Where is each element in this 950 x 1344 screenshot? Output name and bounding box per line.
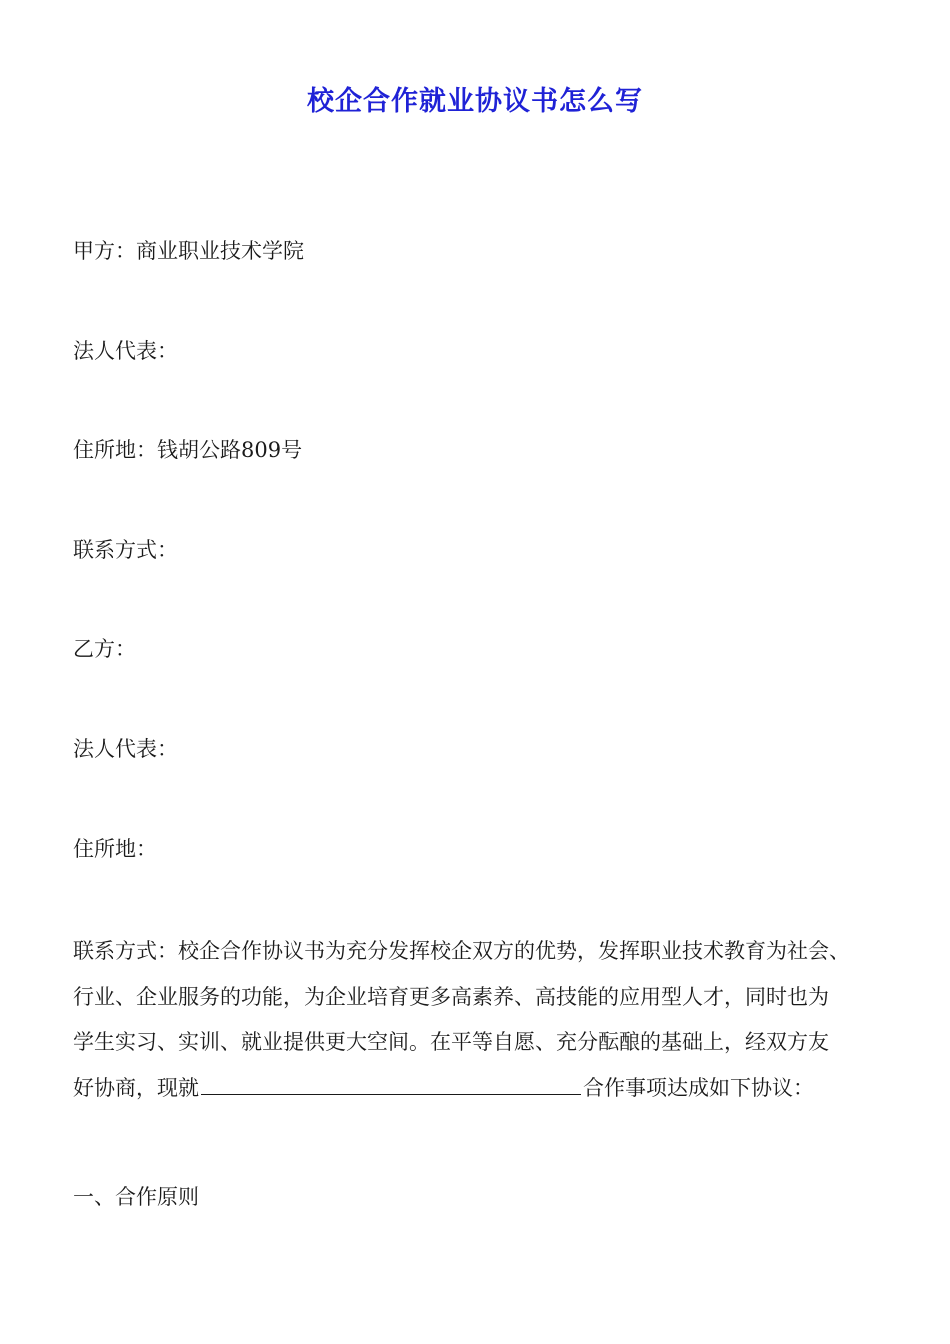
intro-row-4 (73, 1066, 893, 1112)
intro-row-4-before: 好协商，现就 (73, 1075, 199, 1100)
intro-row-2: 行业、企业服务的功能，为企业培育更多高素养、高技能的应用型人才，同时也为 (73, 984, 829, 1009)
party-a-name: 甲方：商业职业技术学院 (73, 239, 304, 263)
party-b-address: 住所地： (73, 837, 157, 861)
document-title: 校企合作就业协议书怎么写 (307, 86, 643, 117)
party-b-representative: 法人代表： (73, 737, 178, 761)
intro-paragraph (73, 929, 893, 1111)
party-a-address: 住所地：钱胡公路809号 (73, 438, 303, 462)
intro-row-4-after: 合作事项达成如下协议： (583, 1075, 814, 1100)
party-b-name: 乙方： (73, 637, 136, 661)
intro-row-3: 学生实习、实训、就业提供更大空间。在平等自愿、充分酝酿的基础上，经双方友 (73, 1030, 829, 1054)
fill-in-blank (201, 1072, 581, 1095)
party-a-contact: 联系方式： (73, 538, 178, 562)
section-heading-1: 一、合作原则 (73, 1185, 199, 1209)
party-a-representative: 法人代表： (73, 339, 178, 363)
intro-row-1: 联系方式：校企合作协议书为充分发挥校企双方的优势，发挥职业技术教育为社会、 (73, 939, 850, 963)
